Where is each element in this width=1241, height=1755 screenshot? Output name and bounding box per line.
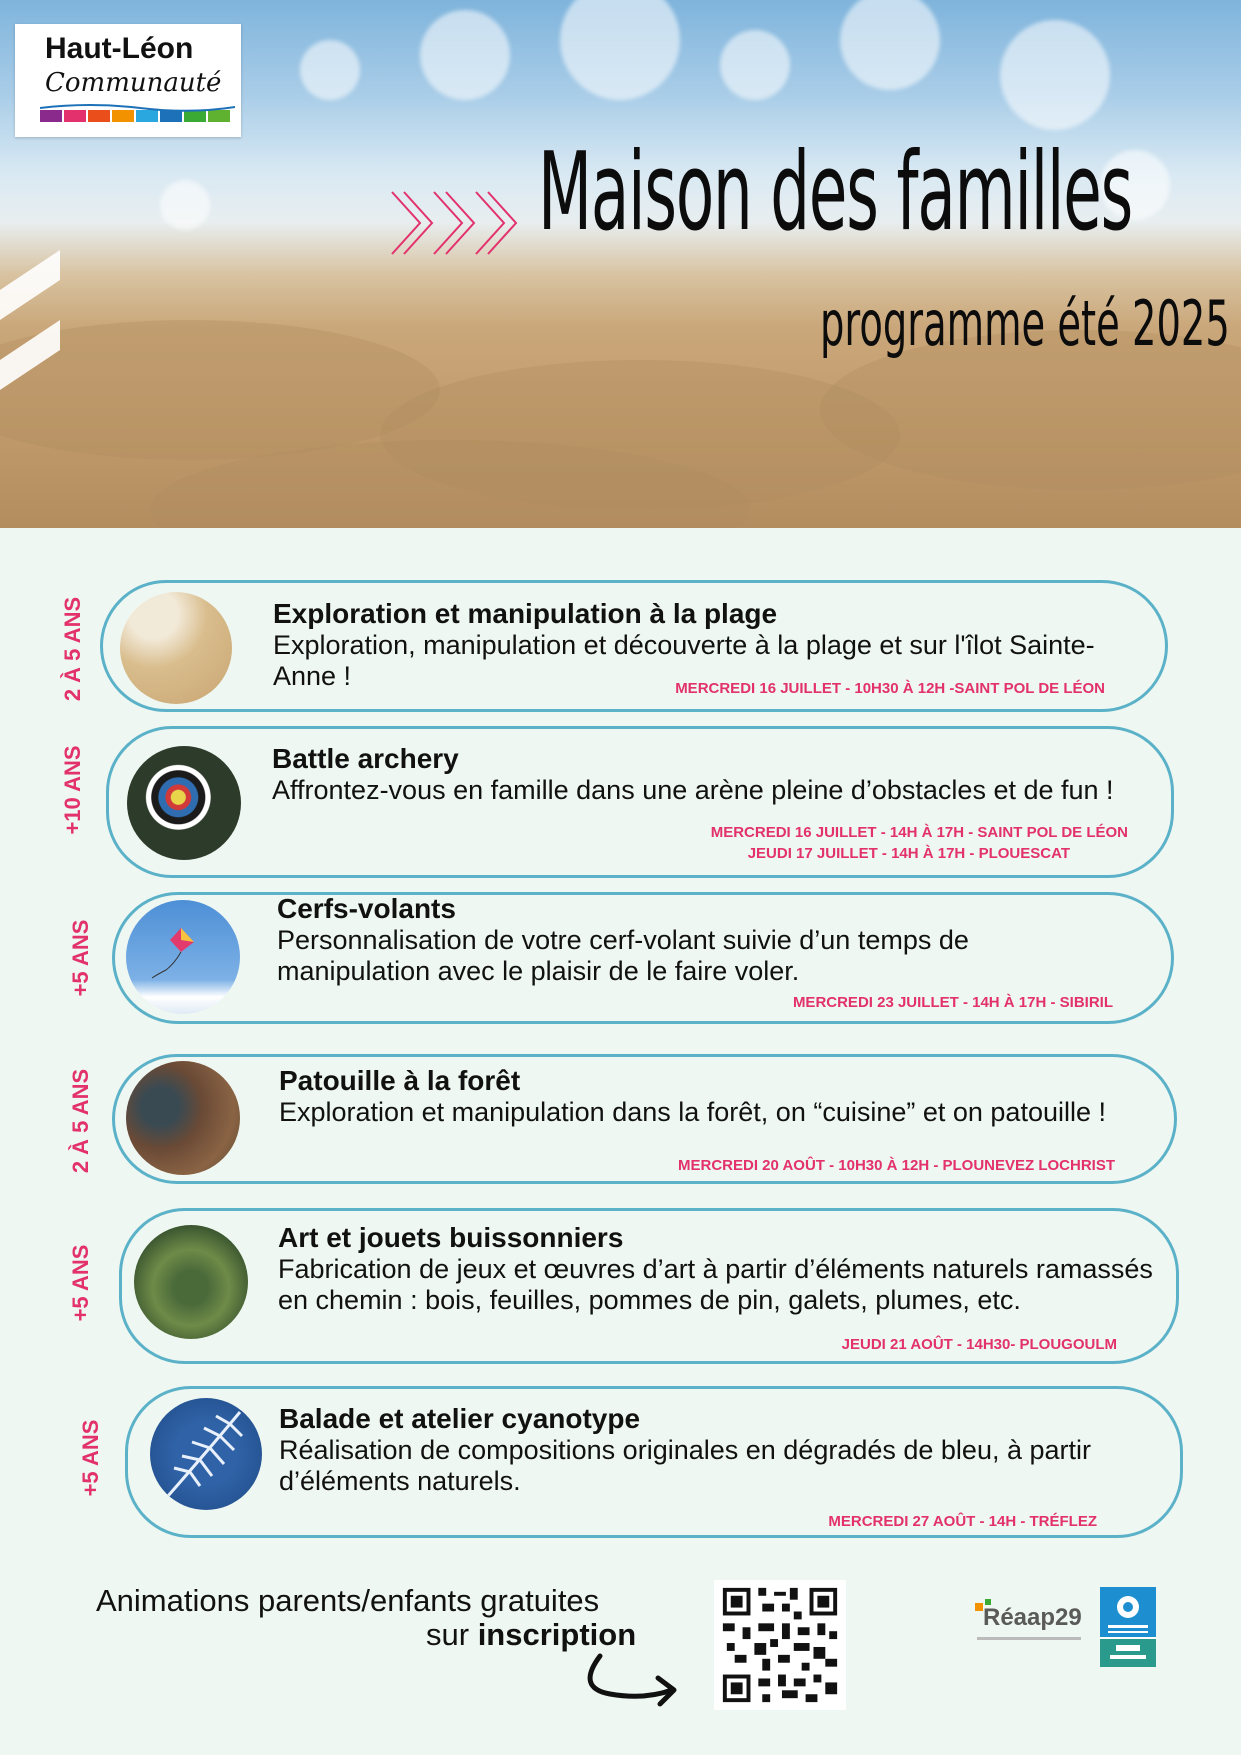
footer-registration-prefix: sur: [426, 1617, 478, 1652]
activity-date-6: MERCREDI 27 AOÛT - 14H - TRÉFLEZ: [828, 1513, 1097, 1530]
activity-description-2: Affrontez-vous en famille dans une arène pleine d’obstacles et de fun !: [272, 775, 1114, 805]
activity-date-2a: MERCREDI 16 JUILLET - 14H À 17H - SAINT POL DE LÉON: [710, 824, 1128, 841]
cyanotype-fern-photo: [150, 1398, 262, 1510]
activity-age-6: +5 ANS: [78, 1419, 103, 1497]
activity-title-3: Cerfs-volants: [277, 893, 456, 924]
curved-arrow-icon: [580, 1650, 690, 1715]
activity-age-5: +5 ANS: [68, 1244, 93, 1322]
nature-art-photo: [134, 1225, 248, 1339]
footer-registration: [426, 1617, 636, 1653]
kite-photo: [126, 900, 240, 1014]
page-title: Maison des familles: [538, 130, 1133, 255]
activity-title-2: Battle archery: [272, 743, 459, 774]
chevrons-icon: [390, 190, 520, 261]
activity-description-5: Fabrication de jeux et œuvres d’art à partir d’éléments naturels ramassés en chemin : bois, feuilles, pommes de pin, galets, plumes, etc.: [278, 1254, 1153, 1315]
activity-date-1: MERCREDI 16 JUILLET - 10H30 À 12H -SAINT POL DE LÉON: [675, 680, 1105, 697]
caf-finistere-logo: [1100, 1587, 1156, 1667]
page-subtitle: programme été 2025: [820, 287, 1230, 360]
activity-description-3: Personnalisation de votre cerf-volant suivie d’un temps de manipulation avec le plaisir de le faire voler.: [277, 925, 969, 986]
activity-age-4: 2 À 5 ANS: [68, 1068, 93, 1174]
activity-date-2b: JEUDI 17 JUILLET - 14H À 17H - PLOUESCAT: [747, 845, 1070, 862]
activity-description-1: Exploration, manipulation et découverte à la plage et sur l'îlot Sainte-Anne !: [273, 630, 1095, 691]
reaap29-logo-text: Réaap29: [983, 1604, 1082, 1631]
activity-title-4: Patouille à la forêt: [279, 1065, 521, 1096]
beach-photo: [120, 592, 232, 704]
activity-description-4: Exploration et manipulation dans la forêt, on “cuisine” et on patouille !: [279, 1097, 1106, 1127]
decorative-stripes: [0, 250, 64, 415]
activity-title-1: Exploration et manipulation à la plage: [273, 598, 778, 629]
activity-age-1: 2 À 5 ANS: [60, 596, 85, 702]
activity-date-5: JEUDI 21 AOÛT - 14H30- PLOUGOULM: [841, 1336, 1117, 1353]
activity-date-4: MERCREDI 20 AOÛT - 10H30 À 12H - PLOUNEVEZ LOCHRIST: [677, 1157, 1115, 1174]
footer-free-activities: Animations parents/enfants gratuites: [96, 1583, 600, 1618]
fern-icon: [150, 1398, 262, 1510]
archery-targets-photo: [127, 746, 241, 860]
activity-age-2: +10 ANS: [60, 745, 85, 835]
activity-age-3: +5 ANS: [68, 919, 93, 997]
activity-title-6: Balade et atelier cyanotype: [279, 1403, 641, 1434]
kite-icon: [126, 900, 240, 1014]
forest-child-photo: [126, 1061, 240, 1175]
logo-name: Haut-Léon: [45, 32, 194, 65]
haut-leon-logo: [15, 24, 241, 137]
logo-color-bars: [40, 104, 235, 122]
footer-registration-bold: inscription: [477, 1617, 637, 1652]
logo-subtitle: Communauté: [45, 68, 222, 98]
activity-description-6: Réalisation de compositions originales en dégradés de bleu, à partir d’éléments naturels.: [279, 1435, 1091, 1496]
registration-qr-code[interactable]: [714, 1580, 846, 1710]
activity-title-5: Art et jouets buissonniers: [278, 1222, 624, 1253]
activity-date-3: MERCREDI 23 JUILLET - 14H À 17H - SIBIRIL: [792, 994, 1113, 1011]
